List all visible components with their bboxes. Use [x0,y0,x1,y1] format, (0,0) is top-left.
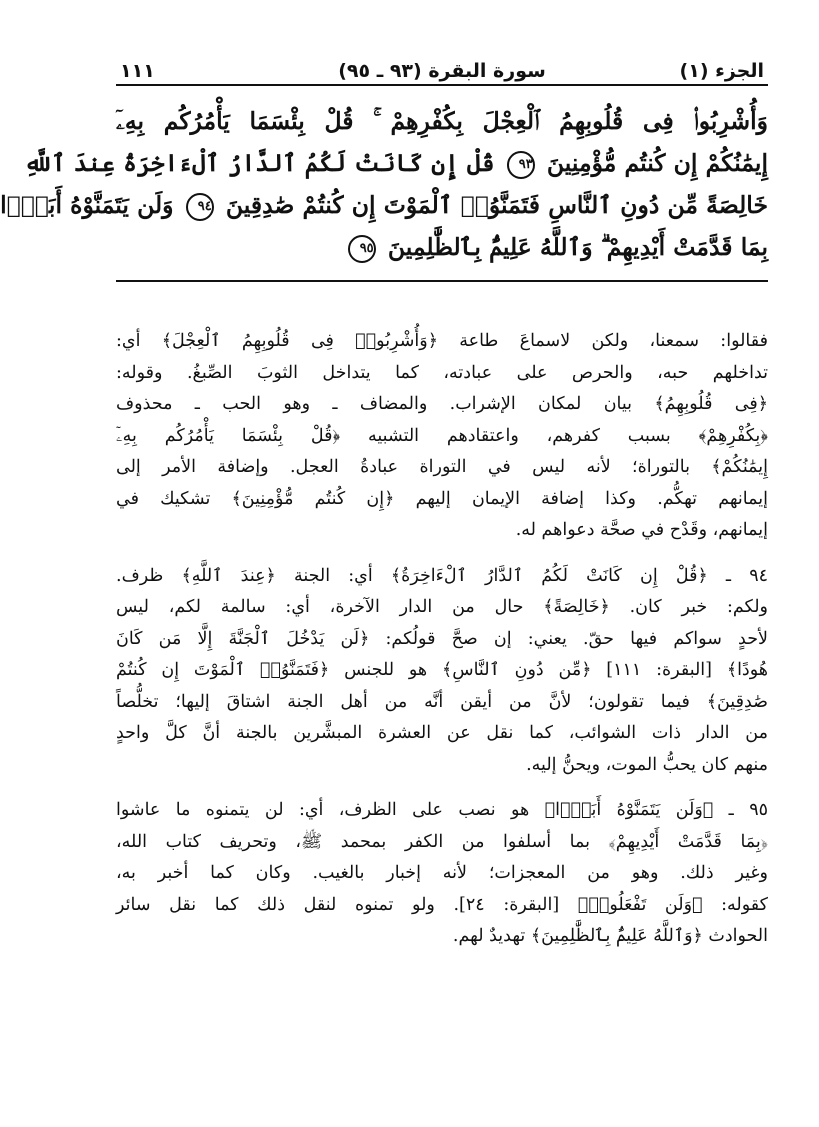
commentary-line: وغير ذلك. وهو من المعجزات؛ لأنه إخبار بالغيب. وكان كما أخبر به، [116,863,768,883]
commentary-line: تداخلهم حبه، والحرص على عبادته، كما يتداخل الثوبَ الصِّبغُ. وقوله: [116,362,768,383]
quran-segment: وَلَن يَتَمَنَّوْهُ أَبَدًۢا [0,191,174,219]
commentary [116,326,768,953]
part-label: الجزء (١) [679,60,764,82]
commentary-line: فقالوا: سمعنا، ولكن لاسماعَ طاعة ﴿وَأُشْرِبُوا۟ فِى قُلُوبِهِمُ ٱلْعِجْلَ﴾ أي: [116,331,768,351]
surah-title: سورة البقرة (٩٣ ـ ٩٥) [338,60,546,82]
commentary-line: إِيمَٰنُكُمْ﴾ بالتوراة؛ لأنه ليس في التوراة عبادةُ العجل. وإضافة الأمر إلى [116,457,768,477]
commentary-line: كقوله: ﴿وَلَن تَفْعَلُوا۟﴾ [البقرة: ٢٤]. ولو تمنوه لنقل ذلك كما نقل سائر [116,894,768,915]
commentary-line: ٩٥ ـ ﴿وَلَن يَتَمَنَّوْهُ أَبَدًۢا﴾ هو نصب على الظرف، أي: لن يتمنوه ما عاشوا [116,800,768,820]
page-number: ١١١ [120,60,155,82]
commentary-line: ﴿بِمَا قَدَّمَتْ أَيْدِيهِمْ﴾ بما أسلفوا من الكفر بمحمد ﷺ، وتحريف كتاب الله، [116,831,768,852]
quran-segment: إِيمَٰنُكُمْ إِن كُنتُم مُّؤْمِنِينَ [546,149,768,177]
commentary-paragraph [116,561,768,782]
running-header [116,44,768,86]
commentary-paragraph [116,795,768,953]
quran-line [24,142,768,184]
quran-line [0,184,768,226]
ayah-number-95: ٩٥ [348,235,376,263]
quran-segment: وَأُشْرِبُوا۟ فِى قُلُوبِهِمُ ٱلْعِجْلَ بِكُفْرِهِمْ ۚ قُلْ بِئْسَمَا يَأْمُرُكُم بِهِۦٓ [116,107,768,135]
ayah-number-94: ٩٤ [186,193,214,221]
ayah-number-93: ٩٣ [507,151,535,179]
commentary-paragraph [116,326,768,547]
quran-segment: بِمَا قَدَّمَتْ أَيْدِيهِمْ ۗ وَٱللَّهُ عَلِيمٌۢ بِٱلظَّٰلِمِينَ [387,233,768,261]
quran-segment: قُلْ إِن كَانَتْ لَكُمُ ٱلدَّارُ ٱلْءَاخِرَةُ عِندَ ٱللَّهِ [24,149,495,177]
quran-line [116,226,768,268]
commentary-line: الحوادث ﴿وَٱللَّهُ عَلِيمٌۢ بِٱلظَّٰلِمِينَ﴾ تهديدٌ لهم. [452,926,768,946]
commentary-line: لأحدٍ سواكم فيها حقّ. يعني: إن صحَّ قولُكم: ﴿لَن يَدْخُلَ ٱلْجَنَّةَ إِلَّا مَن كَانَ [116,628,768,649]
commentary-line: إيمانهم، وقَدْح في صحَّة دعواهم له. [515,520,768,540]
quran-line [116,100,768,142]
commentary-line: ولكم: خبر كان. ﴿خَالِصَةً﴾ حال من الدار الآخرة، أي: سالمة لكم، ليس [116,597,768,617]
book-page [0,44,768,967]
commentary-line: إيمانهم تهكُّم. وكذا إضافة الإيمان إليهم ﴿إِن كُنتُم مُّؤْمِنِينَ﴾ تشكيك في [116,488,768,509]
commentary-line: ﴿فِى قُلُوبِهِمُ﴾ بيان لمكان الإشراب. والمضاف ـ وهو الحب ـ محذوف [116,394,768,414]
commentary-line: صَٰدِقِينَ﴾ فيما تقولون؛ لأنَّ من أيقن أنَّه من أهل الجنة اشتاقَ إليها؛ تخلُّصاً [116,691,768,712]
quran-segment: خَالِصَةً مِّن دُونِ ٱلنَّاسِ فَتَمَنَّوُا۟ ٱلْمَوْتَ إِن كُنتُمْ صَٰدِقِينَ [225,191,768,219]
commentary-line: ٩٤ ـ ﴿قُلْ إِن كَانَتْ لَكُمُ ٱلدَّارُ ٱلْءَاخِرَةُ﴾ أي: الجنة ﴿عِندَ ٱللَّهِ﴾ ظرف. [116,565,768,586]
commentary-line: هُودًا﴾ [البقرة: ١١١] ﴿مِّن دُونِ ٱلنَّاسِ﴾ هو للجنس ﴿فَتَمَنَّوُا۟ ٱلْمَوْتَ إِن كُنتُمْ [116,660,768,680]
commentary-line: منهم كان يحبُّ الموت، ويحنُّ إليه. [526,754,768,775]
quran-text-block [0,100,768,282]
commentary-line: من الدار ذات الشوائب، كما نقل عن العشرة المبشَّرين بالجنة أنَّ كلَّ واحدٍ [116,723,768,743]
commentary-line: ﴿بِكُفْرِهِمْ﴾ بسبب كفرهم، واعتقادهم التشبيه ﴿قُلْ بِئْسَمَا يَأْمُرُكُم بِهِۦٓ [116,425,768,446]
